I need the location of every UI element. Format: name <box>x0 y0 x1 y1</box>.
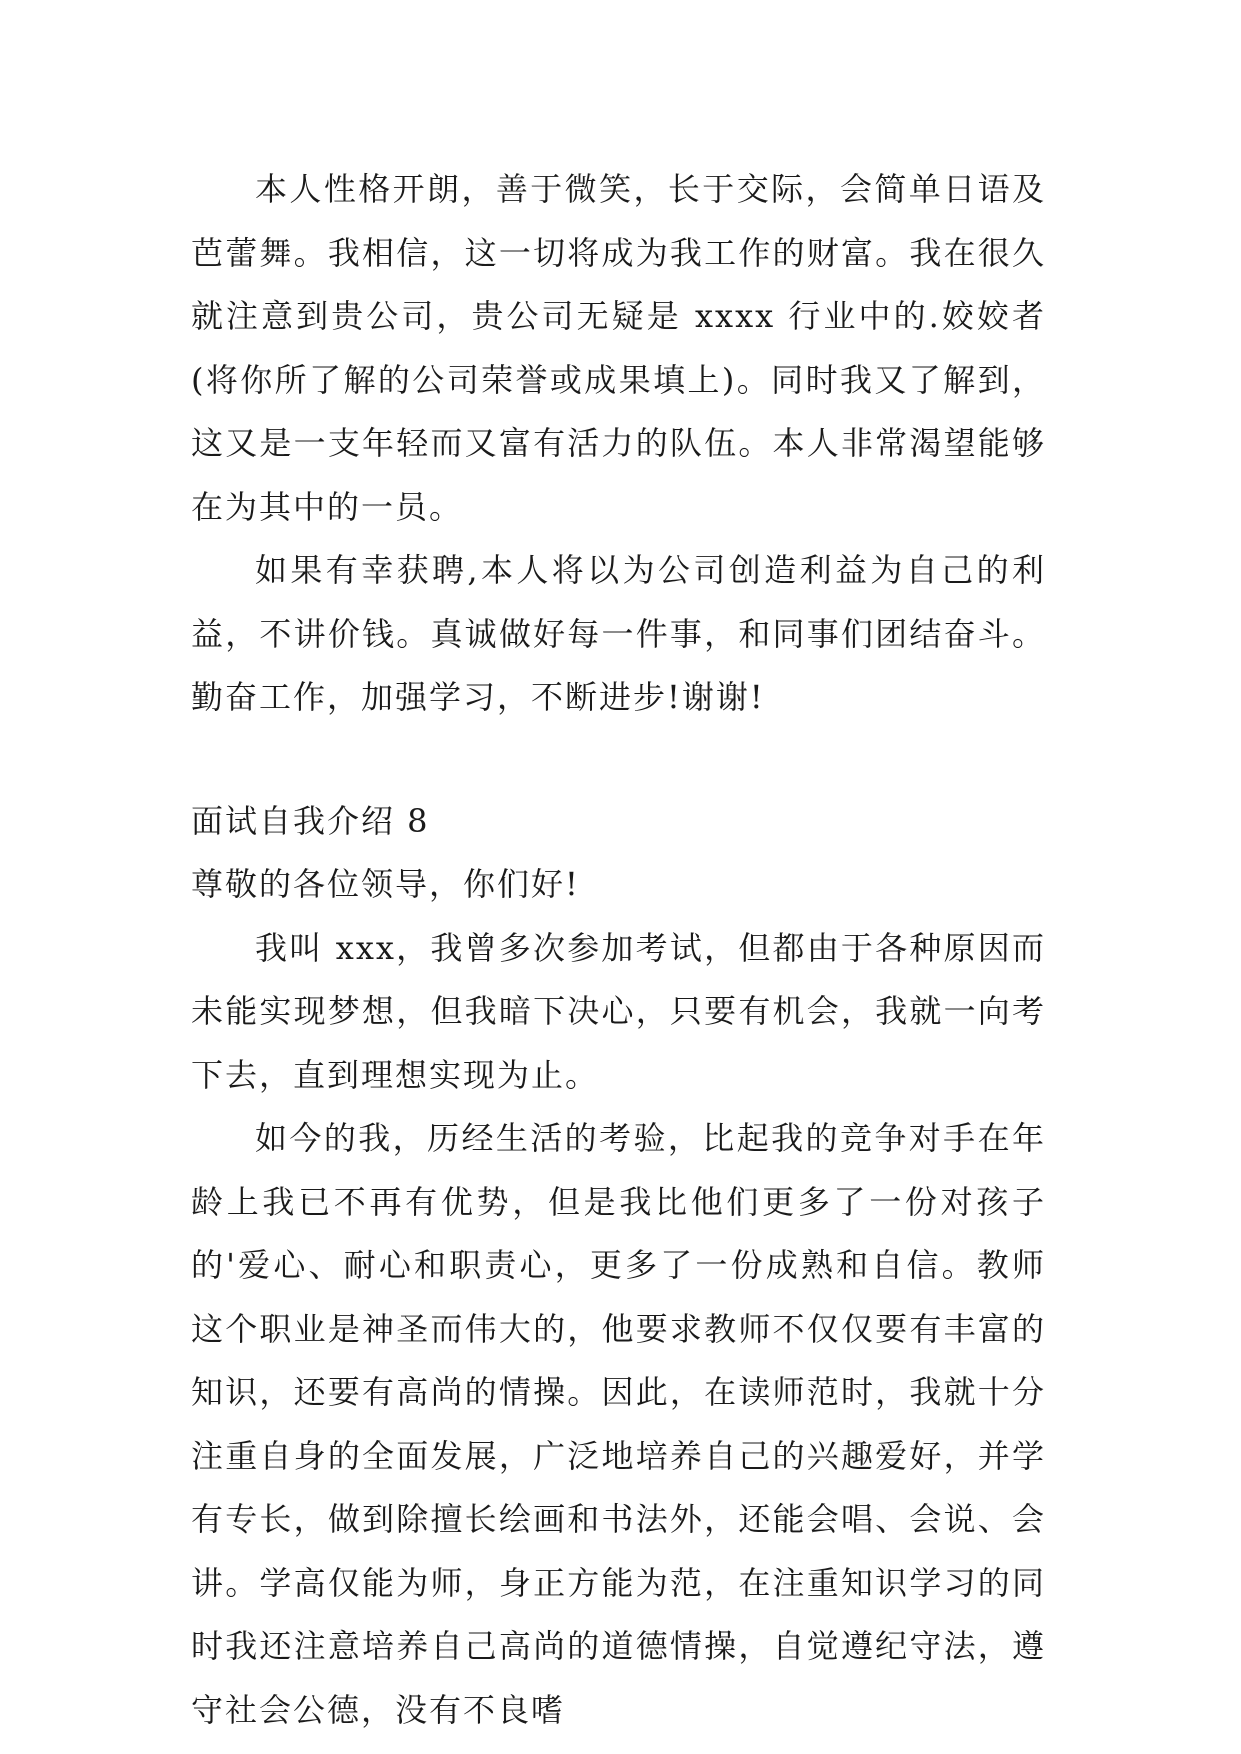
paragraph-introduction: 我叫 xxx，我曾多次参加考试，但都由于各种原因而未能实现梦想，但我暗下决心，只要有机会，我就一向考下去，直到理想实现为止。 <box>191 928 1046 1094</box>
greeting-line: 尊敬的各位领导，你们好! <box>191 865 580 903</box>
paragraph-experience: 如今的我，历经生活的考验，比起我的竞争对手在年龄上我已不再有优势，但是我比他们更多了一份对孩子的'爱心、耐心和职责心，更多了一份成熟和自信。教师这个职业是神圣而伟大的，他要求教师不仅仅要有丰富的知识，还要有高尚的情操。因此，在读师范时，我就十分注重自身的全面发展，广泛地培养自己的兴趣爱好，并学有专长，做到除擅长绘画和书法外，还能会唱、会说、会讲。学高仅能为师，身正方能为范，在注重知识学习的同时我还注意培养自己高尚的道德情操，自觉遵纪守法，遵守社会公德，没有不良嗜 <box>191 1119 1046 1729</box>
paragraph-personality: 本人性格开朗，善于微笑，长于交际，会简单日语及芭蕾舞。我相信，这一切将成为我工作的财富。我在很久就注意到贵公司，贵公司无疑是 xxxx 行业中的.姣姣者(将你所了解的公司荣誉或成果填上)。同时我又了解到，这又是一支年轻而又富有活力的队伍。本人非常渴望能够在为其中的一员。 <box>191 170 1046 526</box>
paragraph-if-hired: 如果有幸获聘,本人将以为公司创造利益为自己的利益，不讲价钱。真诚做好每一件事，和同事们团结奋斗。勤奋工作，加强学习，不断进步!谢谢! <box>191 551 1046 716</box>
section-title: 面试自我介绍 8 <box>191 801 430 840</box>
section-spacer <box>191 730 1046 790</box>
document-body <box>191 158 1046 1742</box>
